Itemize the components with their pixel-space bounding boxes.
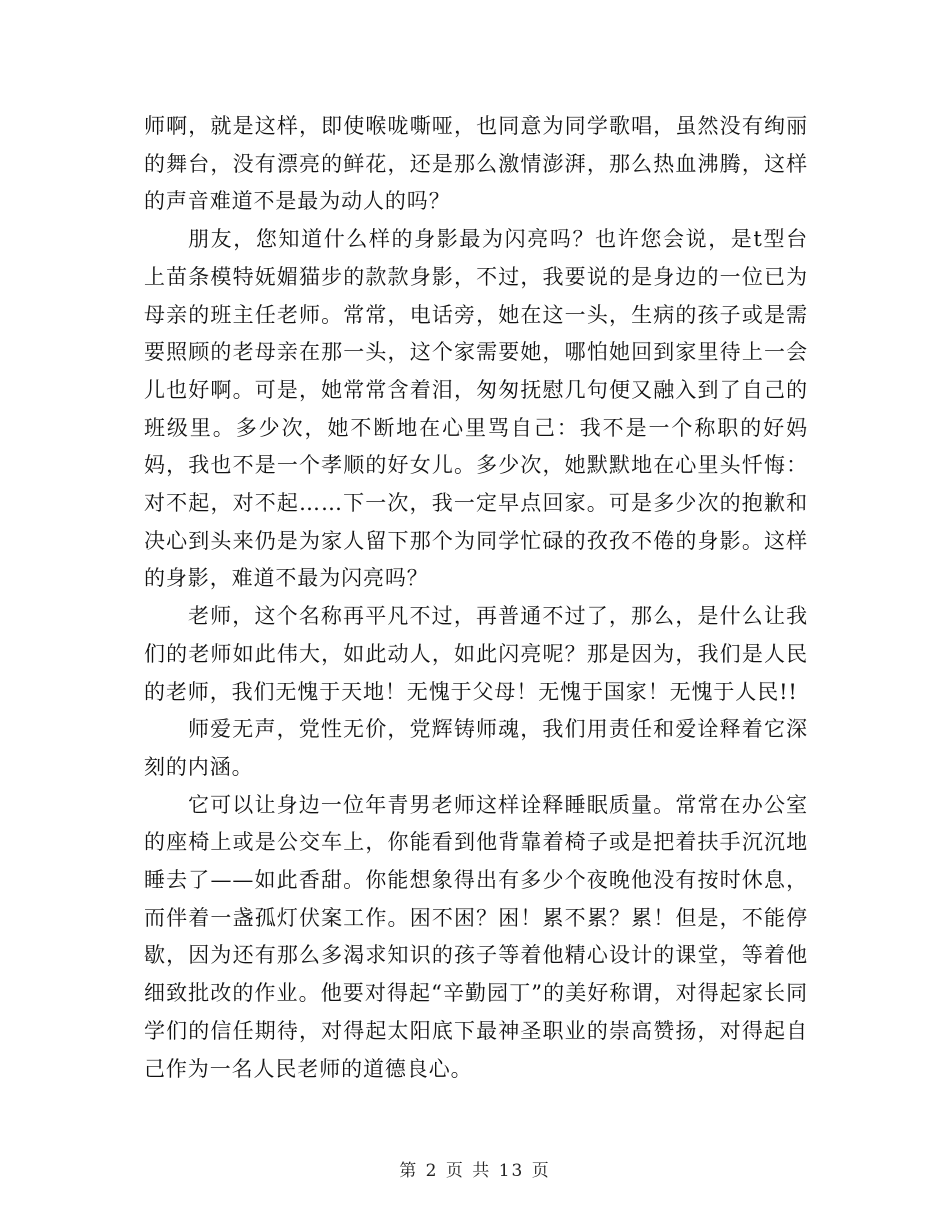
paragraph-3: 老师，这个名称再平凡不过，再普通不过了，那么，是什么让我们的老师如此伟大，如此动人，如此闪亮呢？那是因为，我们是人民的老师，我们无愧于天地！无愧于父母！无愧于国家！无愧于人民!! — [144, 604, 808, 704]
paragraph-5: 它可以让身边一位年青男老师这样诠释睡眠质量。常常在办公室的座椅上或是公交车上，你能看到他背靠着椅子或是把着扶手沉沉地睡去了——如此香甜。你能想象得出有多少个夜晚他没有按时休息，而伴着一盏孤灯伏案工作。困不困？困！累不累？累！但是，不能停歇，因为还有那么多渴求知识的孩子等着他精心设计的课堂，等着他细致批改的作业。他要对得起“辛勤园丁”的美好称谓，对得起家长同学们的信任期待，对得起太阳底下最神圣职业的崇高赞扬，对得起自己作为一名人民老师的道德良心。 — [144, 792, 808, 1081]
body-text — [144, 108, 808, 1088]
page-number-footer: 第 2 页 共 13 页 — [399, 1161, 551, 1181]
paragraph-4: 师爱无声，党性无价，党辉铸师魂，我们用责任和爱诠释着它深刻的内涵。 — [144, 717, 808, 779]
paragraph-1: 师啊，就是这样，即使喉咙嘶哑，也同意为同学歌唱，虽然没有绚丽的舞台，没有漂亮的鲜花，还是那么激情澎湃，那么热血沸腾，这样的声音难道不是最为动人的吗？ — [144, 114, 808, 214]
paragraph-2: 朋友，您知道什么样的身影最为闪亮吗？也许您会说，是t型台上苗条模特妩媚猫步的款款身影，不过，我要说的是身边的一位已为母亲的班主任老师。常常，电话旁，她在这一头，生病的孩子或是需要照顾的老母亲在那一头，这个家需要她，哪怕她回到家里待上一会儿也好啊。可是，她常常含着泪，匆匆抚慰几句便又融入到了自己的班级里。多少次，她不断地在心里骂自己：我不是一个称职的好妈妈，我也不是一个孝顺的好女儿。多少次，她默默地在心里头忏悔：对不起，对不起……下一次，我一定早点回家。可是多少次的抱歉和决心到头来仍是为家人留下那个为同学忙碌的孜孜不倦的身影。这样的身影，难道不最为闪亮吗？ — [144, 227, 808, 591]
